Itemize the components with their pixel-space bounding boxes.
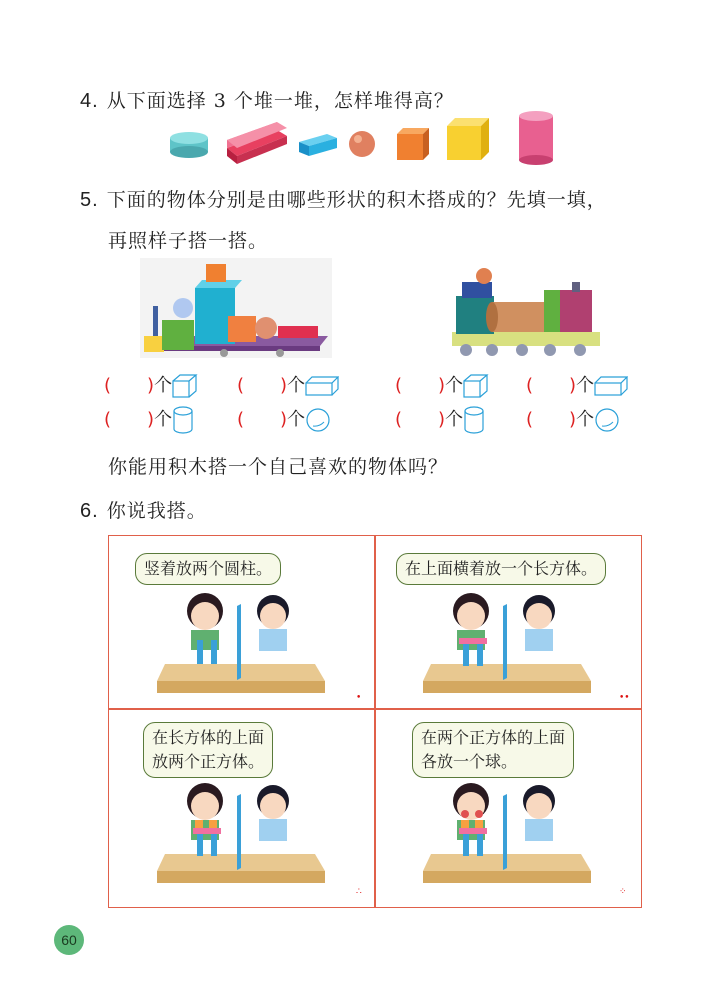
blank-right-cylinder[interactable]: ( )个 xyxy=(395,405,485,434)
cylinder-icon xyxy=(172,406,194,434)
speech-bubble-3: 在长方体的上面 放两个正方体。 xyxy=(143,722,273,778)
question-5-number: 5. xyxy=(80,189,99,211)
blank-left-ball[interactable]: ( )个 xyxy=(237,405,331,433)
tall-cylinder-shape xyxy=(519,111,553,165)
flat-cuboid-shape xyxy=(299,134,337,156)
blank-right-ball[interactable]: ( )个 xyxy=(526,405,620,433)
blank-right-cuboid[interactable]: ( )个 xyxy=(526,371,628,397)
short-cylinder-shape xyxy=(170,132,208,158)
panel-4-dots: ⁘ xyxy=(619,887,627,897)
question-6-text: 你说我搭。 xyxy=(106,500,207,522)
panel-2-dots: •• xyxy=(619,693,630,703)
grid-divider-horizontal xyxy=(109,708,641,710)
question-4-number: 4. xyxy=(80,90,99,112)
kids-scene-1 xyxy=(155,586,325,701)
question-6-number: 6. xyxy=(80,500,99,522)
speech-bubble-4: 在两个正方体的上面 各放一个球。 xyxy=(412,722,574,778)
cuboid-icon xyxy=(594,375,628,397)
ball-icon xyxy=(594,407,620,433)
q6-panel-grid xyxy=(108,535,642,908)
question-5-extra: 你能用积木搭一个自己喜欢的物体吗？ xyxy=(108,456,449,478)
question-5-text-line1: 下面的物体分别是由哪些形状的积木搭成的？先填一填， xyxy=(106,189,607,211)
blank-left-cube[interactable]: ( )个 xyxy=(104,371,198,398)
question-4-text: 从下面选择 3 个堆一堆，怎样堆得高？ xyxy=(106,90,454,112)
cube-icon xyxy=(172,374,198,398)
panel-3-dots: ∴ xyxy=(356,887,362,897)
page-number: 60 xyxy=(54,925,84,955)
kids-scene-2 xyxy=(421,586,591,701)
question-5-line2: 再照样子搭一搭。 xyxy=(108,230,269,252)
block-model-train-illustration xyxy=(448,262,602,360)
kids-scene-4 xyxy=(421,776,591,891)
ball-icon xyxy=(305,407,331,433)
blank-left-cylinder[interactable]: ( )个 xyxy=(104,405,194,434)
kids-scene-3 xyxy=(155,776,325,891)
small-cube-shape xyxy=(397,128,429,160)
q4-shapes-illustration xyxy=(165,108,565,168)
question-6 xyxy=(80,496,207,523)
cylinder-icon xyxy=(463,406,485,434)
blank-left-cuboid[interactable]: ( )个 xyxy=(237,371,339,397)
speech-bubble-1: 竖着放两个圆柱。 xyxy=(135,553,281,585)
cuboid-icon xyxy=(305,375,339,397)
blank-right-cube[interactable]: ( )个 xyxy=(395,371,489,398)
grid-divider-vertical xyxy=(374,536,376,907)
big-cube-shape xyxy=(447,118,489,160)
question-5 xyxy=(80,185,607,212)
long-cuboid-shape xyxy=(227,122,287,164)
panel-1-dots: • xyxy=(356,693,362,703)
speech-bubble-2: 在上面横着放一个长方体。 xyxy=(396,553,606,585)
block-model-steps-illustration xyxy=(140,258,332,358)
cube-icon xyxy=(463,374,489,398)
ball-shape xyxy=(349,131,375,157)
